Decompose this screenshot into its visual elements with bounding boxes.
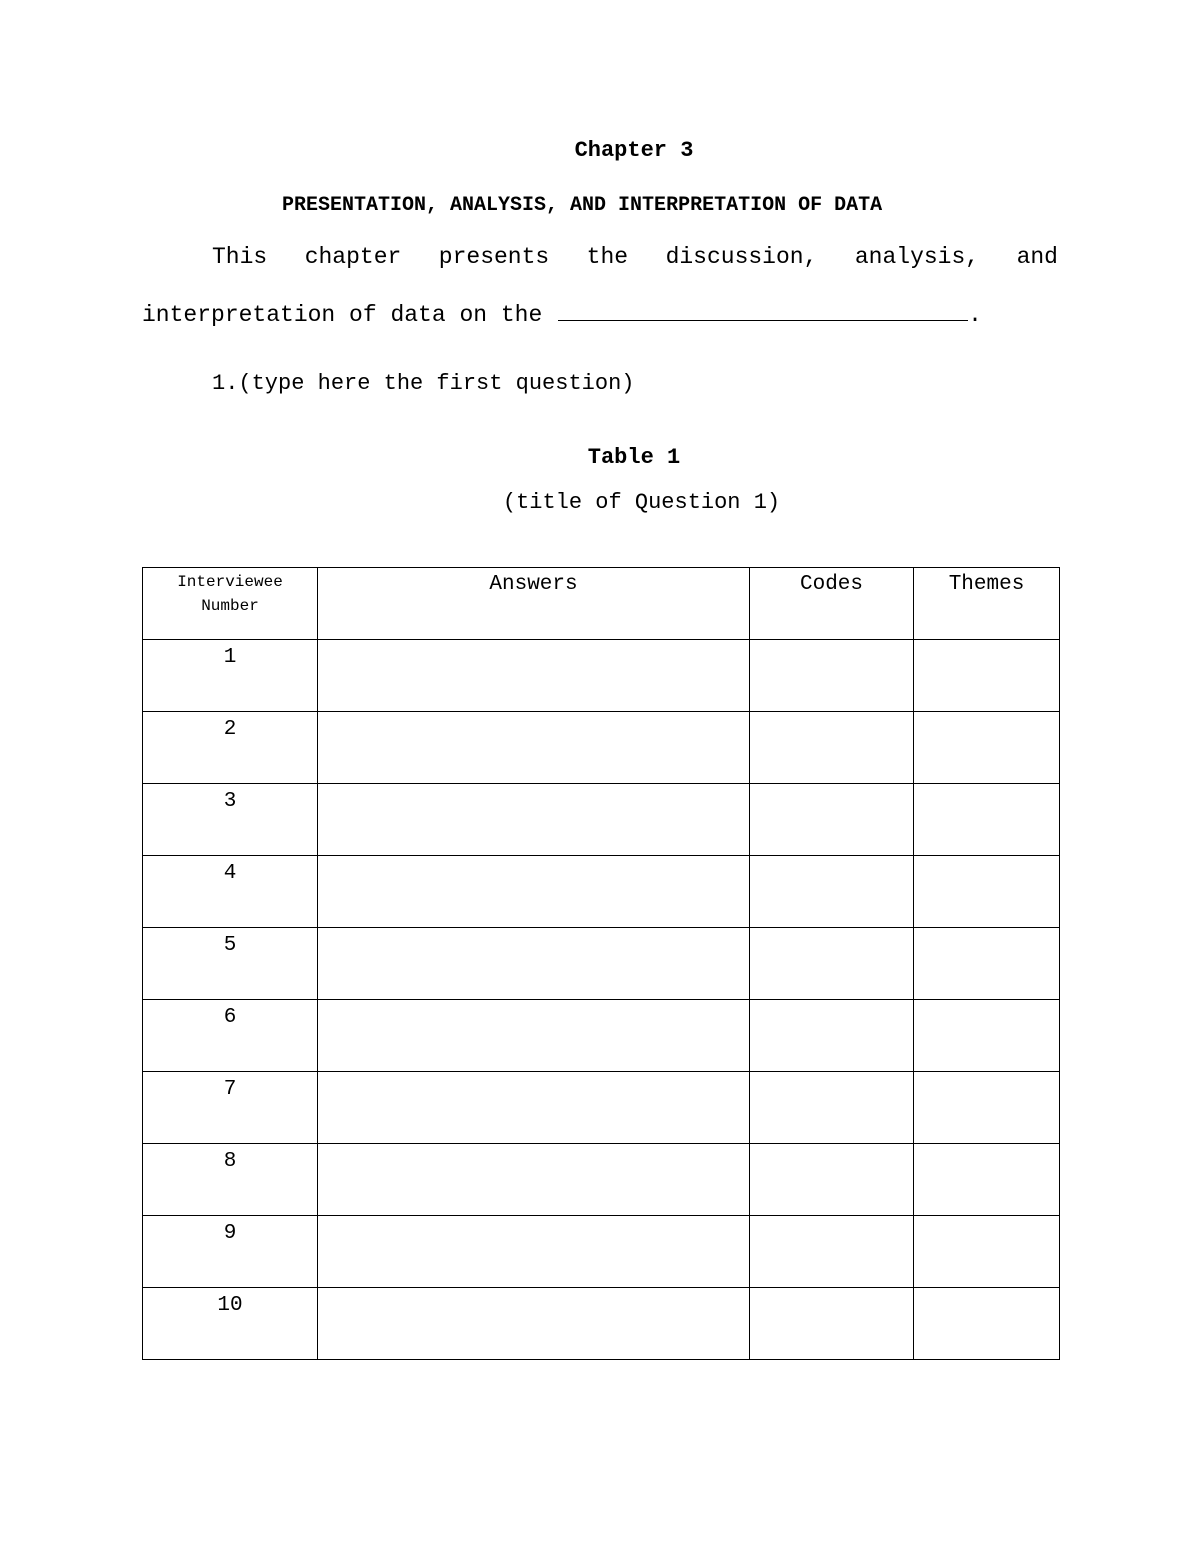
theme-cell[interactable] [914, 712, 1060, 784]
header-interviewee-number [143, 568, 318, 640]
interviewee-number-cell: 10 [143, 1288, 318, 1360]
code-cell[interactable] [750, 856, 914, 928]
code-cell[interactable] [750, 1144, 914, 1216]
code-cell[interactable] [750, 1288, 914, 1360]
intro-word: analysis, [854, 244, 980, 270]
table-row [143, 712, 1060, 784]
theme-cell[interactable] [914, 1072, 1060, 1144]
intro-paragraph-line-1 [212, 244, 1058, 270]
fill-in-blank[interactable] [558, 298, 968, 321]
table-row [143, 928, 1060, 1000]
table-row [143, 1144, 1060, 1216]
answer-cell[interactable] [318, 640, 750, 712]
intro-word: discussion, [665, 244, 818, 270]
code-cell[interactable] [750, 784, 914, 856]
interviewee-number-cell: 2 [143, 712, 318, 784]
header-codes: Codes [750, 568, 914, 640]
answer-cell[interactable] [318, 1072, 750, 1144]
intro-paragraph-line-2 [142, 298, 982, 328]
code-cell[interactable] [750, 712, 914, 784]
answer-cell[interactable] [318, 856, 750, 928]
theme-cell[interactable] [914, 1000, 1060, 1072]
interviewee-number-cell: 3 [143, 784, 318, 856]
theme-cell[interactable] [914, 1288, 1060, 1360]
question-1: 1.(type here the first question) [212, 371, 635, 396]
code-cell[interactable] [750, 1216, 914, 1288]
table-row [143, 1216, 1060, 1288]
interviewee-number-cell: 5 [143, 928, 318, 1000]
intro-word: presents [438, 244, 550, 270]
header-interviewee-line2: Number [201, 597, 259, 615]
interviewee-number-cell: 8 [143, 1144, 318, 1216]
theme-cell[interactable] [914, 1144, 1060, 1216]
table-row [143, 1072, 1060, 1144]
interviewee-number-cell: 9 [143, 1216, 318, 1288]
header-interviewee-line1: Interviewee [177, 573, 283, 591]
code-cell[interactable] [750, 1000, 914, 1072]
answer-cell[interactable] [318, 1000, 750, 1072]
answer-cell[interactable] [318, 1288, 750, 1360]
header-themes: Themes [914, 568, 1060, 640]
intro-word: chapter [304, 244, 402, 270]
intro-line-2-period: . [968, 302, 982, 328]
header-answers: Answers [318, 568, 750, 640]
code-cell[interactable] [750, 1072, 914, 1144]
answer-cell[interactable] [318, 928, 750, 1000]
answer-cell[interactable] [318, 1216, 750, 1288]
theme-cell[interactable] [914, 640, 1060, 712]
interview-table [142, 567, 1060, 1360]
interviewee-number-cell: 1 [143, 640, 318, 712]
intro-word: This [212, 244, 268, 270]
table-label: Table 1 [587, 445, 681, 470]
code-cell[interactable] [750, 928, 914, 1000]
table-header-row [143, 568, 1060, 640]
theme-cell[interactable] [914, 928, 1060, 1000]
table-row [143, 1288, 1060, 1360]
table-row [143, 1000, 1060, 1072]
chapter-number: Chapter 3 [574, 138, 694, 163]
interviewee-number-cell: 4 [143, 856, 318, 928]
chapter-title: PRESENTATION, ANALYSIS, AND INTERPRETATION OF DATA [282, 194, 883, 217]
table-row [143, 856, 1060, 928]
table-row [143, 640, 1060, 712]
theme-cell[interactable] [914, 1216, 1060, 1288]
intro-line-2-text: interpretation of data on the [142, 302, 543, 328]
intro-word: and [1016, 244, 1058, 270]
theme-cell[interactable] [914, 784, 1060, 856]
answer-cell[interactable] [318, 1144, 750, 1216]
intro-word: the [586, 244, 629, 270]
table-caption: (title of Question 1) [502, 490, 781, 515]
answer-cell[interactable] [318, 712, 750, 784]
theme-cell[interactable] [914, 856, 1060, 928]
interviewee-number-cell: 7 [143, 1072, 318, 1144]
answer-cell[interactable] [318, 784, 750, 856]
table-row [143, 784, 1060, 856]
interviewee-number-cell: 6 [143, 1000, 318, 1072]
code-cell[interactable] [750, 640, 914, 712]
